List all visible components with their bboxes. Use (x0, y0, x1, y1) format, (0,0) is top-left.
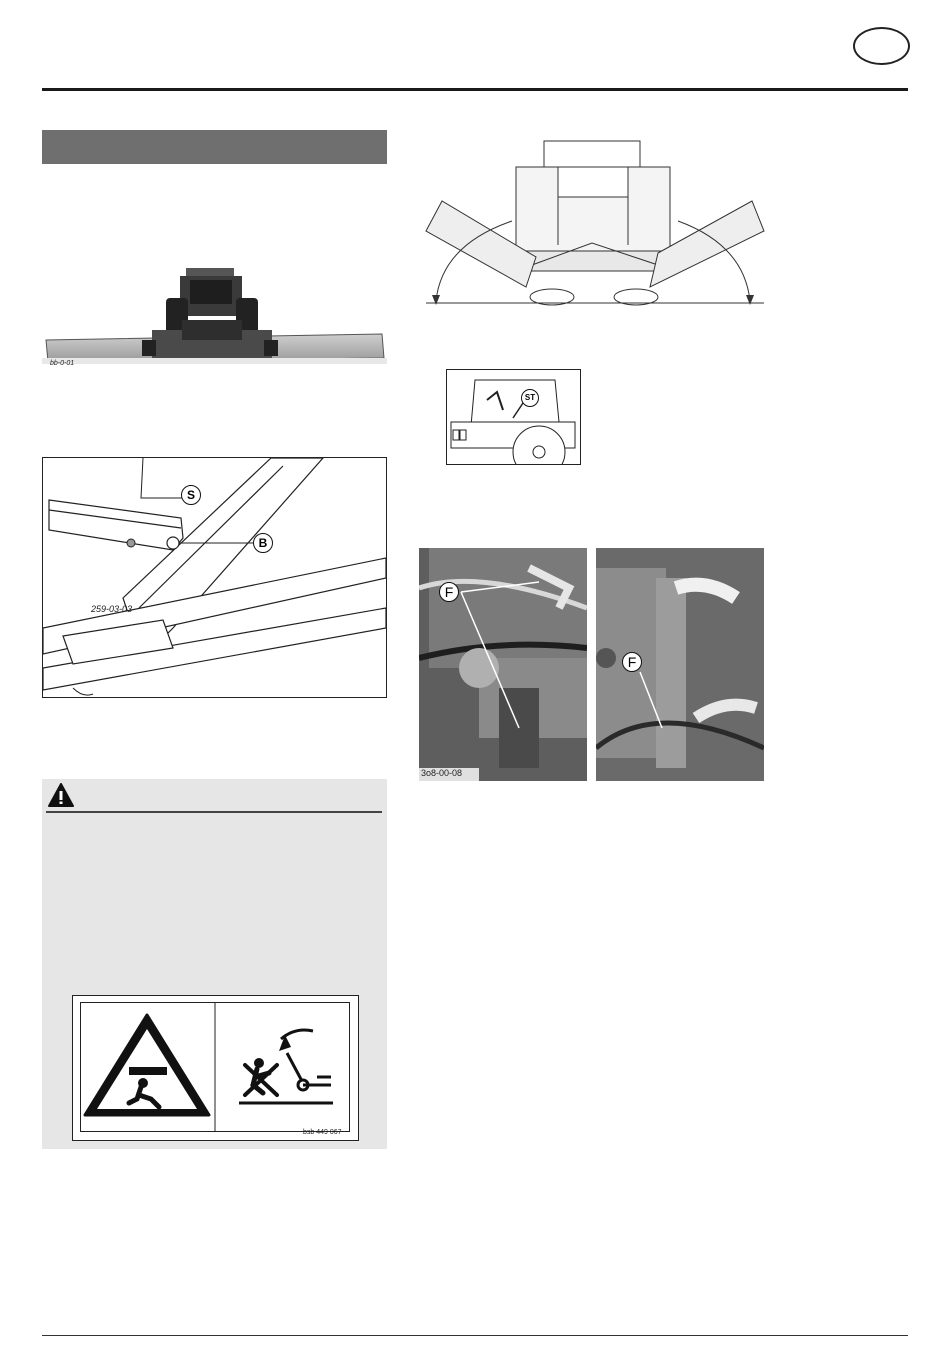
callout-s: S (181, 485, 201, 505)
warning-rule (46, 811, 382, 813)
callout-f-right: F (622, 652, 642, 672)
callout-st: ST (521, 389, 539, 407)
figure-code: 3o8-00-08 (421, 768, 463, 778)
tractor-mower-figure (42, 262, 387, 374)
header-rule (42, 88, 908, 91)
hydraulic-photo-right (596, 548, 764, 781)
section-heading-bar (42, 130, 387, 164)
callout-b: B (253, 533, 273, 553)
figure-code: bb-0-01 (50, 360, 75, 367)
hydraulic-photo-left (419, 548, 587, 781)
language-badge (853, 27, 910, 65)
boom-detail-figure (42, 457, 387, 698)
warning-triangle-icon (48, 783, 74, 807)
figure-code: 259-03-03 (91, 604, 133, 614)
callout-f-left: F (439, 582, 459, 602)
front-view-figure (422, 135, 767, 311)
sticker-code: bsb 449 067 (303, 1129, 342, 1136)
cab-control-figure (446, 369, 581, 465)
safety-sticker-inner (80, 1002, 350, 1136)
footer-rule (42, 1335, 908, 1336)
